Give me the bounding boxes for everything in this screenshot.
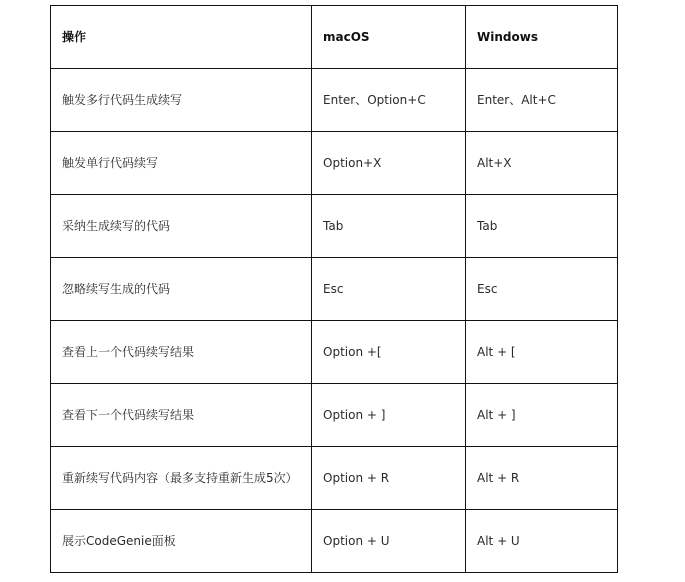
windows-shortcut-cell: Enter、Alt+C — [466, 69, 618, 132]
action-cell: 查看上一个代码续写结果 — [51, 321, 312, 384]
column-header-macos: macOS — [312, 6, 466, 69]
macos-shortcut-cell: Option+X — [312, 132, 466, 195]
action-cell: 触发多行代码生成续写 — [51, 69, 312, 132]
windows-shortcut-cell: Alt + U — [466, 510, 618, 573]
macos-shortcut-cell: Option + U — [312, 510, 466, 573]
windows-shortcut-cell: Esc — [466, 258, 618, 321]
table-row — [51, 321, 618, 384]
windows-shortcut-cell: Alt + ] — [466, 384, 618, 447]
table-row — [51, 384, 618, 447]
table-row — [51, 69, 618, 132]
macos-shortcut-cell: Enter、Option+C — [312, 69, 466, 132]
column-header-action: 操作 — [51, 6, 312, 69]
table-row — [51, 447, 618, 510]
table-row — [51, 132, 618, 195]
action-cell: 采纳生成续写的代码 — [51, 195, 312, 258]
table-row — [51, 510, 618, 573]
macos-shortcut-cell: Option + R — [312, 447, 466, 510]
table-row — [51, 195, 618, 258]
action-cell: 重新续写代码内容（最多支持重新生成5次） — [51, 447, 312, 510]
windows-shortcut-cell: Tab — [466, 195, 618, 258]
action-cell: 展示CodeGenie面板 — [51, 510, 312, 573]
windows-shortcut-cell: Alt + [ — [466, 321, 618, 384]
table-header-row — [51, 6, 618, 69]
windows-shortcut-cell: Alt + R — [466, 447, 618, 510]
action-cell: 查看下一个代码续写结果 — [51, 384, 312, 447]
windows-shortcut-cell: Alt+X — [466, 132, 618, 195]
action-cell: 触发单行代码续写 — [51, 132, 312, 195]
action-cell: 忽略续写生成的代码 — [51, 258, 312, 321]
shortcut-table — [50, 5, 618, 573]
column-header-windows: Windows — [466, 6, 618, 69]
table-row — [51, 258, 618, 321]
macos-shortcut-cell: Tab — [312, 195, 466, 258]
macos-shortcut-cell: Option + ] — [312, 384, 466, 447]
macos-shortcut-cell: Option +[ — [312, 321, 466, 384]
macos-shortcut-cell: Esc — [312, 258, 466, 321]
